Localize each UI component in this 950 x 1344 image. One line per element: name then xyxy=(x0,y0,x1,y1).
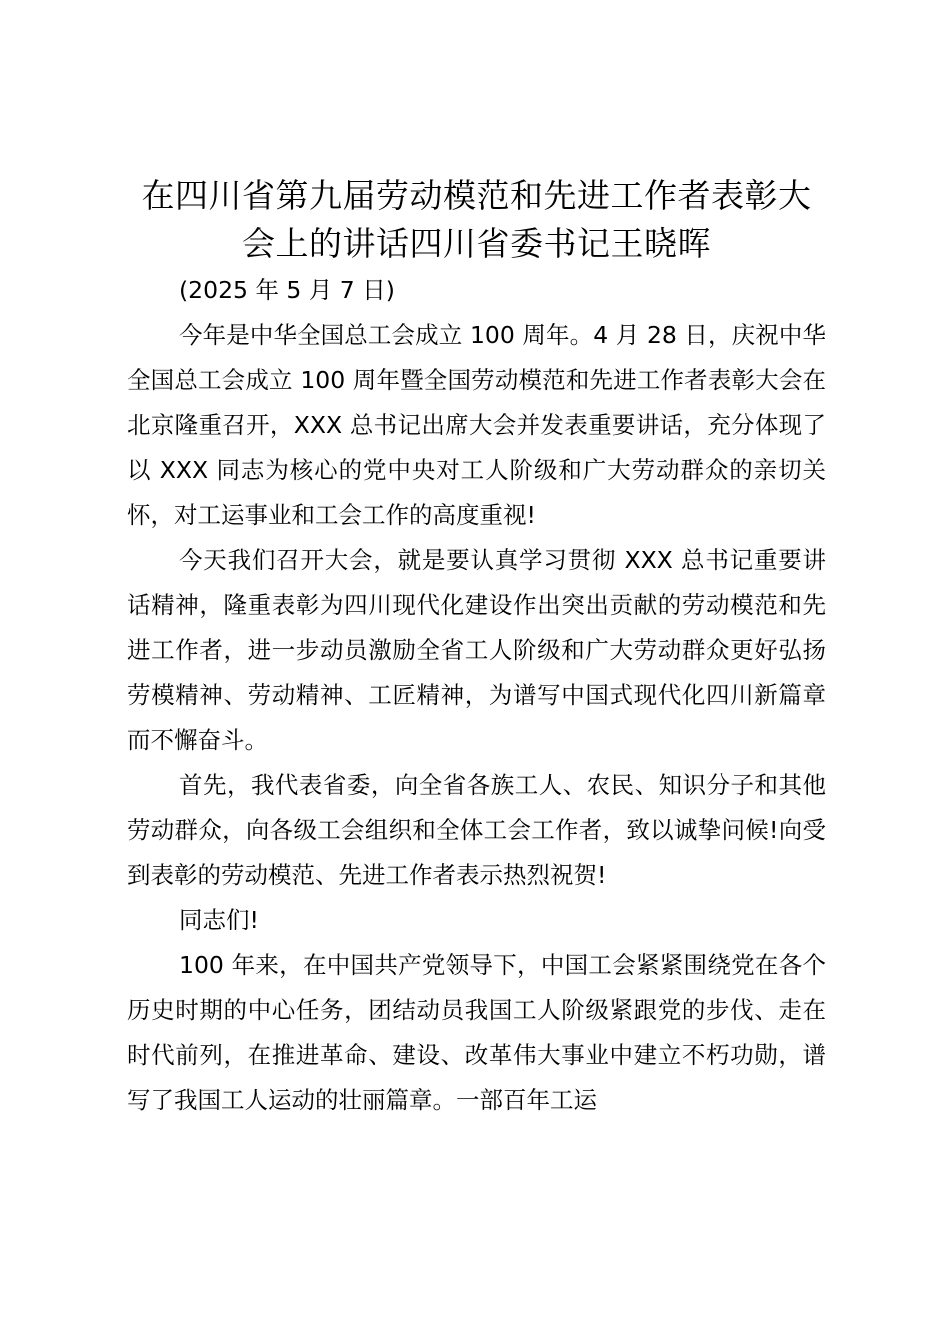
paragraph-4: 同志们! xyxy=(179,906,259,934)
speech-date: (2025 年 5 月 7 日) xyxy=(179,276,395,304)
paragraph-5: 100 年来，在中国共产党领导下，中国工会紧紧围绕党在各个历史时期的中心任务，团结动员我国工人阶级紧跟党的步伐、走在时代前列，在推进革命、建设、改革伟大事业中建立不朽功勋，谱写了我国工人运动的壮丽篇章。一部百年工运 xyxy=(127,951,826,1114)
paragraph-1: 今年是中华全国总工会成立 100 周年。4 月 28 日，庆祝中华全国总工会成立 100 周年暨全国劳动模范和先进工作者表彰大会在北京隆重召开，XXX 总书记出席大会并发表重要讲话，充分体现了以 XXX 同志为核心的党中央对工人阶级和广大劳动群众的亲切关怀，对工运事业和工会工作的高度重视! xyxy=(127,321,826,529)
document-title: 在四川省第九届劳动模范和先进工作者表彰大会上的讲话四川省委书记王晓晖 xyxy=(141,176,812,263)
paragraph-2: 今天我们召开大会，就是要认真学习贯彻 XXX 总书记重要讲话精神，隆重表彰为四川现代化建设作出突出贡献的劳动模范和先进工作者，进一步动员激励全省工人阶级和广大劳动群众更好弘扬劳模精神、劳动精神、工匠精神，为谱写中国式现代化四川新篇章而不懈奋斗。 xyxy=(127,546,826,754)
paragraph-3: 首先，我代表省委，向全省各族工人、农民、知识分子和其他劳动群众，向各级工会组织和全体工会工作者，致以诚挚问候!向受到表彰的劳动模范、先进工作者表示热烈祝贺! xyxy=(127,771,826,889)
